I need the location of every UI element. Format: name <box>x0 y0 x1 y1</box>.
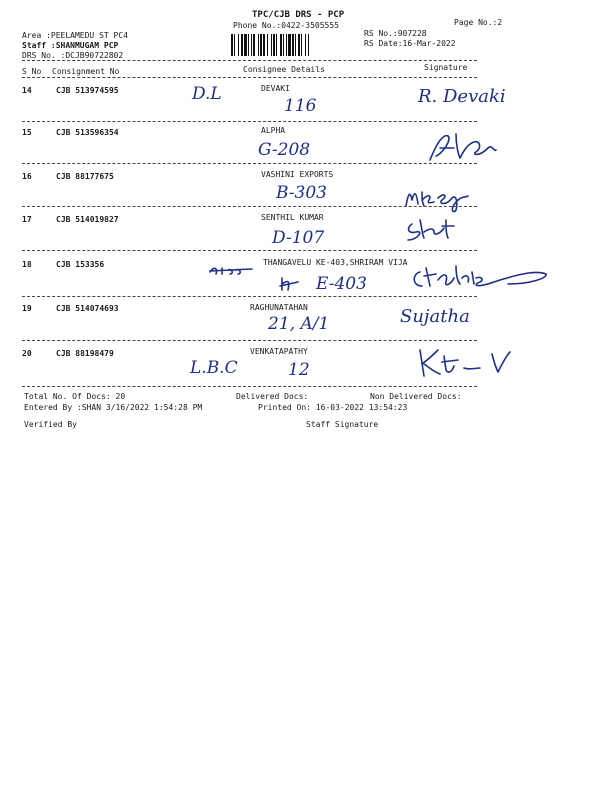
column-header-s-no: S No <box>22 67 42 76</box>
handwritten-flat-number: 116 <box>284 96 317 116</box>
row-divider <box>22 250 477 251</box>
row-consignee: THANGAVELU KE-403,SHRIRAM VIJA <box>263 258 408 267</box>
staff-field: Staff :SHANMUGAM PCP <box>22 41 119 50</box>
row-consignee: VASHINI EXPORTS <box>261 170 334 179</box>
divider <box>22 77 477 78</box>
drs-number: DRS No. :DCJB90722802 <box>22 51 124 60</box>
signature-scribble <box>410 258 552 294</box>
row-divider <box>22 163 477 164</box>
crossed-out-mark <box>278 276 300 292</box>
signature-scribble <box>414 346 514 380</box>
recipient-signature: R. Devaki <box>418 86 506 107</box>
area-field: Area :PEELAMEDU ST PC4 <box>22 31 128 40</box>
row-consignment: CJB 88198479 <box>56 349 114 358</box>
row-divider <box>22 340 477 341</box>
handwritten-mark: L.B.C <box>190 358 238 378</box>
barcode-bar <box>309 34 310 56</box>
row-s-no: 18 <box>22 260 32 269</box>
row-consignee: DEVAKI <box>261 84 290 93</box>
divider <box>22 60 477 61</box>
row-consignee: VENKATAPATHY <box>250 347 308 356</box>
row-consignee: SENTHIL KUMAR <box>261 213 324 222</box>
row-divider <box>22 386 477 387</box>
row-divider <box>22 121 477 122</box>
staff-signature: Staff Signature <box>306 420 379 429</box>
row-consignment: CJB 514019827 <box>56 215 119 224</box>
row-consignee: RAGHUNATAHAN <box>250 303 308 312</box>
row-consignment: CJB 513596354 <box>56 128 119 137</box>
row-consignment: CJB 513974595 <box>56 86 119 95</box>
row-consignment: CJB 88177675 <box>56 172 114 181</box>
entered-by: Entered By :SHAN 3/16/2022 1:54:28 PM <box>24 403 203 412</box>
non-delivered-docs: Non Delivered Docs: <box>370 392 462 401</box>
row-consignee: ALPHA <box>261 126 286 135</box>
signature-scribble <box>404 216 456 244</box>
column-header-consignment: Consignment No <box>52 67 120 76</box>
handwritten-flat-number: 21, A/1 <box>268 314 330 334</box>
row-consignment: CJB 514074693 <box>56 304 119 313</box>
total-docs: Total No. Of Docs: 20 <box>24 392 126 401</box>
crossed-out-mark <box>208 262 254 278</box>
recipient-signature: Sujatha <box>400 306 470 327</box>
verified-by: Verified By <box>24 420 77 429</box>
row-s-no: 20 <box>22 349 32 358</box>
signature-scribble <box>428 130 498 164</box>
rs-date: RS Date:16-Mar-2022 <box>364 39 456 48</box>
row-s-no: 19 <box>22 304 32 313</box>
column-header-signature: Signature <box>424 63 468 72</box>
phone-number: Phone No.:0422-3505555 <box>233 21 339 30</box>
row-divider <box>22 296 477 297</box>
signature-scribble <box>404 186 470 212</box>
handwritten-flat-number: D-107 <box>272 228 325 248</box>
column-header-consignee: Consignee Details <box>243 65 325 74</box>
barcode-image <box>231 34 365 56</box>
delivered-docs: Delivered Docs: <box>236 392 309 401</box>
handwritten-mark: D.L <box>192 84 222 104</box>
rs-number: RS No.:907228 <box>364 29 427 38</box>
handwritten-flat-number: E-403 <box>316 274 367 294</box>
row-s-no: 14 <box>22 86 32 95</box>
row-divider <box>22 206 477 207</box>
handwritten-flat-number: B-303 <box>276 183 327 203</box>
row-s-no: 16 <box>22 172 32 181</box>
printed-on: Printed On: 16-03-2022 13:54:23 <box>258 403 408 412</box>
row-s-no: 17 <box>22 215 32 224</box>
row-s-no: 15 <box>22 128 32 137</box>
document-title: TPC/CJB DRS - PCP <box>252 10 345 20</box>
page-number: Page No.:2 <box>454 18 503 27</box>
row-consignment: CJB 153356 <box>56 260 105 269</box>
handwritten-flat-number: 12 <box>288 360 310 380</box>
handwritten-flat-number: G-208 <box>258 140 311 160</box>
